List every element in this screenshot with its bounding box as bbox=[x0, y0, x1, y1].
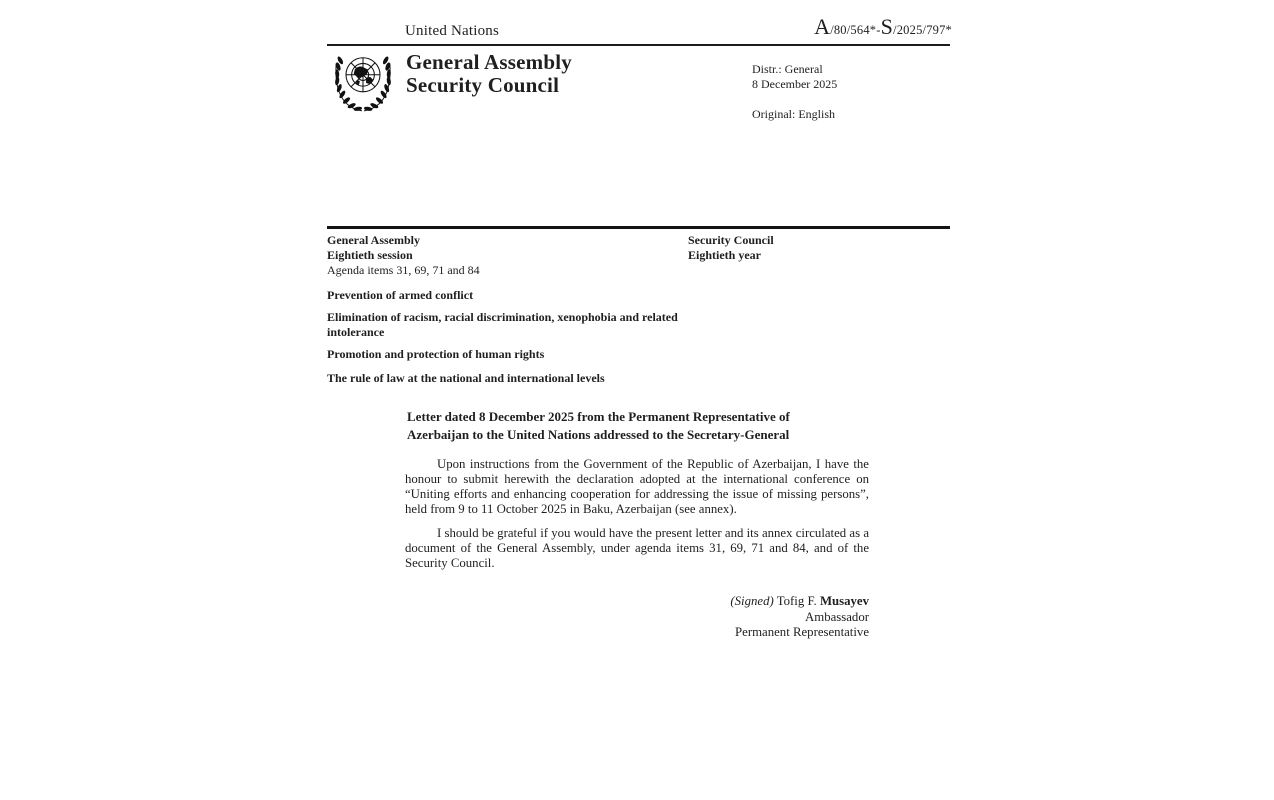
document-symbol bbox=[814, 14, 952, 40]
agenda-item: The rule of law at the national and international levels bbox=[327, 371, 605, 385]
signature-block bbox=[405, 594, 869, 641]
agenda-item: Promotion and protection of human rights bbox=[327, 347, 545, 361]
header-rule bbox=[327, 44, 950, 46]
document-symbol-a-rest: /80/564*- bbox=[830, 23, 881, 37]
letter-title bbox=[407, 408, 887, 444]
sc-session-organ: Security Council bbox=[688, 233, 774, 247]
agenda-item: Prevention of armed conflict bbox=[327, 288, 474, 302]
document-symbol-s-rest: /2025/797* bbox=[893, 23, 952, 37]
ga-session-info bbox=[327, 233, 480, 278]
ga-agenda-items-line: Agenda items 31, 69, 71 and 84 bbox=[327, 263, 480, 277]
letter-paragraph: I should be grateful if you would have the present letter and its annex circulated as a document of the General Assembly, under agenda items 31, 69, 71 and 84, and of the Security Council. bbox=[405, 526, 869, 570]
general-assembly-title: General Assembly bbox=[406, 50, 572, 74]
signature-title-ambassador: Ambassador bbox=[805, 609, 869, 624]
agenda-item: Elimination of racism, racial discrimination, xenophobia and related intolerance bbox=[327, 310, 678, 339]
letter-title-line1: Letter dated 8 December 2025 from the Permanent Representative of bbox=[407, 409, 790, 424]
document-symbol-s: S bbox=[880, 14, 894, 39]
org-name: United Nations bbox=[405, 23, 500, 39]
letter-title-line2: Azerbaijan to the United Nations addressed to the Secretary-General bbox=[407, 427, 790, 442]
signed-label: (Signed) bbox=[730, 594, 774, 608]
signature-title-permanent-representative: Permanent Representative bbox=[735, 625, 869, 639]
signature-name-regular: Tofig F. bbox=[773, 594, 820, 608]
distr-line: Distr.: General bbox=[752, 62, 823, 76]
distribution-info bbox=[752, 62, 837, 92]
sc-session-year: Eightieth year bbox=[688, 248, 761, 262]
organ-titles bbox=[406, 51, 572, 97]
un-emblem-icon bbox=[330, 49, 396, 115]
signature-name-line bbox=[405, 594, 869, 610]
distr-date: 8 December 2025 bbox=[752, 77, 838, 91]
document-symbol-a: A bbox=[814, 14, 831, 39]
un-document-page bbox=[325, 0, 955, 800]
original-language: Original: English bbox=[752, 107, 835, 121]
signature-name-bold: Musayev bbox=[819, 594, 869, 608]
security-council-title: Security Council bbox=[406, 73, 560, 97]
sc-session-info bbox=[688, 233, 774, 263]
letter-paragraph: Upon instructions from the Government of the Republic of Azerbaijan, I have the honour to submit herewith the declaration adopted at the international conference on “Uniting efforts and enhancing cooperation for addressing the issue of missing persons”, held from 9 to 11 October 2025 in Baku, Azerbaijan (see annex). bbox=[405, 457, 869, 516]
ga-session-number: Eightieth session bbox=[327, 248, 413, 262]
ga-session-organ: General Assembly bbox=[327, 233, 420, 247]
masthead-rule bbox=[327, 226, 950, 229]
